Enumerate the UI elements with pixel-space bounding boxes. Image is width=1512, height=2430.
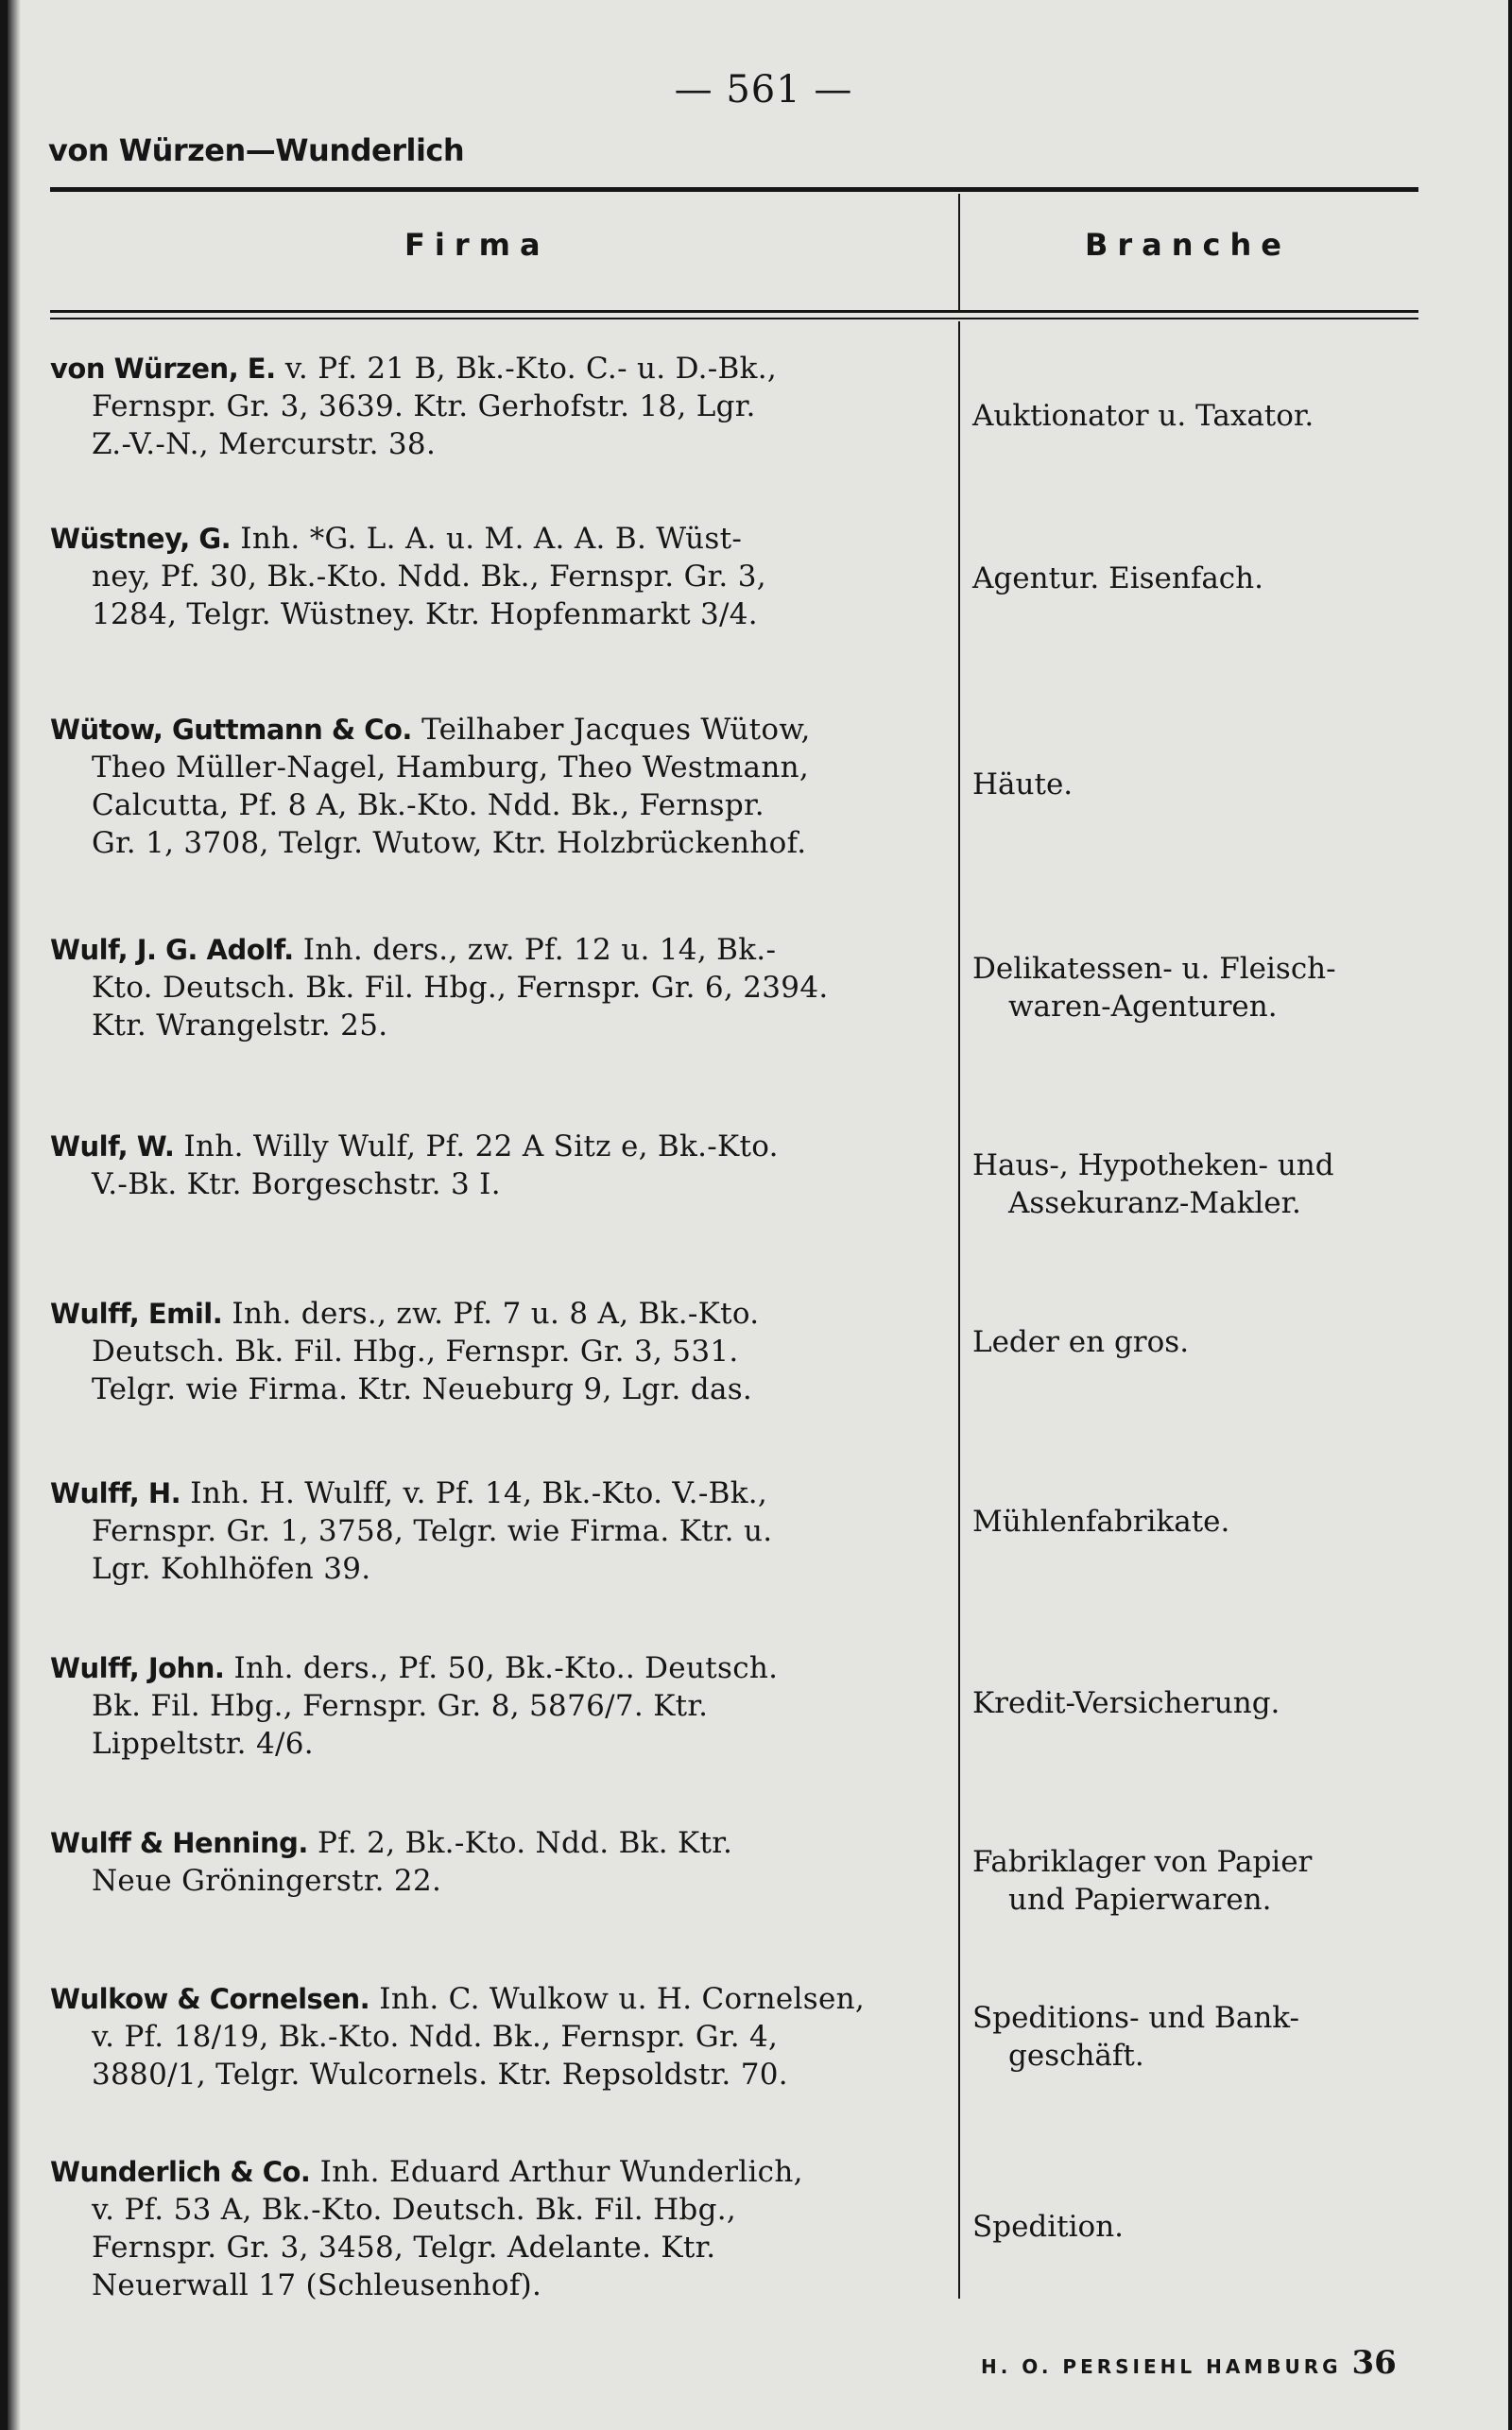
firm-details <box>50 1824 953 1900</box>
entry-first-line: Wulff, Emil. Inh. ders., zw. Pf. 7 u. 8 A, Bk.-Kto. <box>50 1297 760 1331</box>
entry-first-line: Wulf, J. G. Adolf. Inh. ders., zw. Pf. 12 u. 14, Bk.- <box>50 933 777 967</box>
branch-line: Fabriklager von Papier <box>972 1845 1313 1879</box>
branch-line: Agentur. Eisenfach. <box>972 561 1263 595</box>
branch-line: Spedition. <box>972 2210 1125 2244</box>
printer-name: H. O. PERSIEHL HAMBURG <box>981 2355 1342 2378</box>
branch-description <box>972 560 1407 597</box>
firm-details <box>50 1295 953 1408</box>
entry-continuation-line: Lippeltstr. 4/6. <box>92 1727 314 1761</box>
branch-line: Speditions- und Bank- <box>972 2001 1299 2035</box>
firm-name: Wulf, J. G. Adolf. <box>50 934 294 966</box>
firm-details <box>50 2153 953 2304</box>
firm-details <box>50 1474 953 1588</box>
firm-details <box>50 1649 953 1763</box>
entry-first-line: Wulkow & Cornelsen. Inh. C. Wulkow u. H. Cornelsen, <box>50 1982 866 2016</box>
entry-first-line: Wütow, Guttmann & Co. Teilhaber Jacques Wütow, <box>50 713 811 747</box>
entry-continuation-line: Deutsch. Bk. Fil. Hbg., Fernspr. Gr. 3, 531. <box>92 1335 739 1369</box>
firm-details <box>50 1980 953 2094</box>
branch-line: Haus-, Hypotheken- und <box>972 1148 1334 1182</box>
branch-line: Kredit-Versicherung. <box>972 1686 1280 1720</box>
branch-line: Delikatessen- u. Fleisch- <box>972 952 1336 986</box>
entry-continuation-line: Telgr. wie Firma. Ktr. Neueburg 9, Lgr. das. <box>92 1372 753 1406</box>
top-rule <box>50 187 1418 192</box>
entry-continuation-line: ney, Pf. 30, Bk.-Kto. Ndd. Bk., Fernspr. Gr. 3, <box>92 560 766 594</box>
branch-description <box>972 1503 1407 1541</box>
entry-continuation-line: Z.-V.-N., Mercurstr. 38. <box>92 427 437 461</box>
firm-name: Wütow, Guttmann & Co. <box>50 714 412 746</box>
entry-continuation-line: 3880/1, Telgr. Wulcornels. Ktr. Repsoldstr. 70. <box>92 2058 788 2092</box>
column-header-branch: Branche <box>1085 227 1291 263</box>
branch-line: Mühlenfabrikate. <box>972 1505 1230 1539</box>
branch-description <box>972 1999 1407 2075</box>
firm-details <box>50 711 953 862</box>
header-column-divider <box>958 194 960 310</box>
firm-name: Wunderlich & Co. <box>50 2156 311 2188</box>
branch-description <box>972 1843 1407 1919</box>
firm-details <box>50 1128 953 1203</box>
branch-line: geschäft. <box>1008 2039 1144 2073</box>
branch-description <box>972 2208 1407 2246</box>
entry-first-line: Wulff & Henning. Pf. 2, Bk.-Kto. Ndd. Bk. Ktr. <box>50 1826 733 1860</box>
branch-line: Häute. <box>972 767 1074 801</box>
branch-description <box>972 1146 1407 1222</box>
entry-continuation-line: Kto. Deutsch. Bk. Fil. Hbg., Fernspr. Gr. 6, 2394. <box>92 971 829 1005</box>
entry-continuation-line: Fernspr. Gr. 3, 3639. Ktr. Gerhofstr. 18, Lgr. <box>92 389 756 423</box>
entry-first-line: Wulff, John. Inh. ders., Pf. 50, Bk.-Kto.. Deutsch. <box>50 1651 779 1685</box>
firm-name: von Würzen, E. <box>50 353 276 385</box>
firm-name: Wulff, H. <box>50 1477 181 1509</box>
entry-continuation-line: 1284, Telgr. Wüstney. Ktr. Hopfenmarkt 3/4. <box>92 597 758 631</box>
sheet-number: 36 <box>1351 2344 1397 2382</box>
printer-imprint <box>981 2344 1397 2382</box>
page-number: — 561 — <box>674 68 853 112</box>
entry-first-line: Wunderlich & Co. Inh. Eduard Arthur Wunderlich, <box>50 2155 803 2189</box>
entry-continuation-line: v. Pf. 53 A, Bk.-Kto. Deutsch. Bk. Fil. Hbg., <box>92 2193 737 2227</box>
entry-continuation-line: Neue Gröningerstr. 22. <box>92 1864 442 1898</box>
entry-continuation-line: Gr. 1, 3708, Telgr. Wutow, Ktr. Holzbrückenhof. <box>92 826 807 860</box>
entry-continuation-line: Theo Müller-Nagel, Hamburg, Theo Westmann, <box>92 750 810 784</box>
firm-details <box>50 931 953 1044</box>
entry-first-line: Wulf, W. Inh. Willy Wulf, Pf. 22 A Sitz e, Bk.-Kto. <box>50 1129 779 1163</box>
firm-details <box>50 520 953 633</box>
entry-first-line: von Würzen, E. v. Pf. 21 B, Bk.-Kto. C.- u. D.-Bk., <box>50 352 778 386</box>
entry-continuation-line: Fernspr. Gr. 1, 3758, Telgr. wie Firma. Ktr. u. <box>92 1514 773 1548</box>
entry-continuation-line: Bk. Fil. Hbg., Fernspr. Gr. 8, 5876/7. Ktr. <box>92 1689 709 1723</box>
branch-description <box>972 766 1407 803</box>
entry-continuation-line: Ktr. Wrangelstr. 25. <box>92 1008 388 1043</box>
branch-description <box>972 1684 1407 1722</box>
header-rule-lower <box>50 318 1418 319</box>
entry-first-line: Wüstney, G. Inh. *G. L. A. u. M. A. A. B. Wüst- <box>50 522 743 556</box>
entry-continuation-line: Neuerwall 17 (Schleusenhof). <box>92 2268 542 2302</box>
running-head: von Würzen—Wunderlich <box>48 132 465 168</box>
firm-details <box>50 350 953 463</box>
firm-name: Wüstney, G. <box>50 523 232 555</box>
column-header-firm: Firma <box>404 227 550 263</box>
branch-line: und Papierwaren. <box>1008 1883 1272 1917</box>
column-divider <box>958 321 960 2299</box>
branch-description <box>972 1323 1407 1361</box>
firm-name: Wulkow & Cornelsen. <box>50 1983 370 2015</box>
branch-description <box>972 950 1407 1025</box>
firm-name: Wulff, Emil. <box>50 1298 223 1330</box>
branch-line: Leder en gros. <box>972 1325 1190 1359</box>
firm-name: Wulff & Henning. <box>50 1827 308 1859</box>
directory-page <box>8 0 1508 2430</box>
entry-continuation-line: Fernspr. Gr. 3, 3458, Telgr. Adelante. Ktr. <box>92 2231 716 2265</box>
entry-continuation-line: Lgr. Kohlhöfen 39. <box>92 1552 371 1586</box>
firm-name: Wulf, W. <box>50 1130 175 1163</box>
entry-continuation-line: V.-Bk. Ktr. Borgeschstr. 3 I. <box>92 1167 501 1201</box>
branch-description <box>972 397 1407 435</box>
branch-line: Auktionator u. Taxator. <box>972 399 1314 433</box>
entry-first-line: Wulff, H. Inh. H. Wulff, v. Pf. 14, Bk.-Kto. V.-Bk., <box>50 1476 768 1510</box>
branch-line: waren-Agenturen. <box>1008 990 1278 1024</box>
entry-continuation-line: Calcutta, Pf. 8 A, Bk.-Kto. Ndd. Bk., Fernspr. <box>92 788 765 822</box>
branch-line: Assekuranz-Makler. <box>1008 1186 1301 1220</box>
firm-name: Wulff, John. <box>50 1652 225 1684</box>
header-rule-upper <box>50 310 1418 313</box>
entry-continuation-line: v. Pf. 18/19, Bk.-Kto. Ndd. Bk., Fernspr. Gr. 4, <box>92 2020 779 2054</box>
